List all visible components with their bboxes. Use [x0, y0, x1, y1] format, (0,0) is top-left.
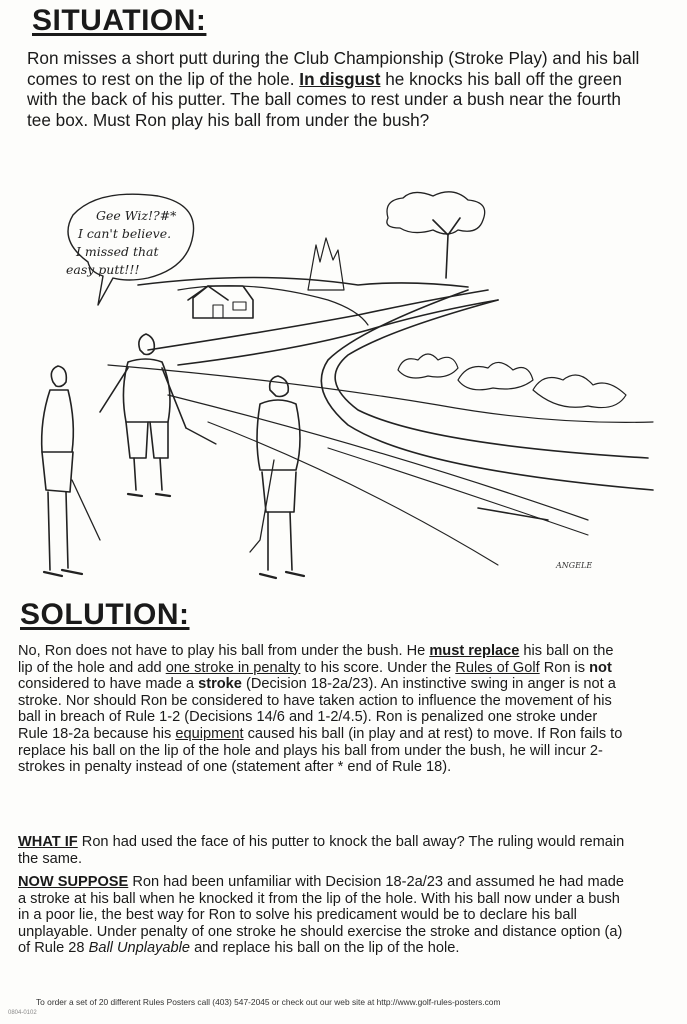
- sol-rules-of-golf: Rules of Golf: [455, 659, 540, 676]
- bubble-line-2: I can't believe.: [78, 226, 172, 241]
- now-suppose-text-b: and replace his ball on the lip of the hole.: [190, 940, 460, 957]
- what-if-text: Ron had used the face of his putter to knock the ball away? The ruling would remain the same.: [18, 834, 625, 867]
- sol-p1-s7: caused his ball (in play and at rest) to move. If Ron fails to replace his ball on the lip of the hole and plays his ball from under the bush, he will incur 2-strokes in penalty instead of one (statement after * end of Rule 18).: [18, 725, 623, 776]
- bubble-line-3: I missed that: [76, 244, 159, 259]
- situation-text-a: Ron misses a short putt during the Club Championship (Stroke Play) and his ball comes to rest on the lip of the hole.: [27, 48, 640, 89]
- footer-order-info: To order a set of 20 different Rules Posters call (403) 547-2045 or check out our web site at http://www.golf-rules-posters.com: [36, 997, 501, 1007]
- what-if-lead: WHAT IF: [18, 834, 78, 850]
- situation-emphasis: In disgust: [299, 68, 381, 89]
- solution-paragraph-3: [18, 874, 630, 957]
- sol-p1-s4: Ron is: [539, 659, 590, 676]
- now-suppose-text-a: Ron had been unfamiliar with Decision 18-2a/23 and assumed he had made a stroke at his ball when he knocked it from the lip of the hole. With his ball now under a bush in a poor lie, the best way for Ron to solve his predicament would be to declare his ball unplayable. Under penalty of one stroke he should exercise the stroke and distance option (a) of Rule 28: [18, 874, 624, 957]
- ball-unplayable-italic: Ball Unplayable: [88, 940, 191, 957]
- sol-not: not: [589, 659, 612, 676]
- sol-one-stroke: one stroke in penalty: [165, 659, 301, 676]
- solution-heading: SOLUTION:: [20, 598, 190, 631]
- bubble-line-1: Gee Wiz!?#*: [96, 208, 177, 223]
- sol-p1-s5: considered to have made a: [18, 676, 199, 693]
- situation-text: [27, 48, 642, 130]
- sol-must-replace: must replace: [429, 643, 520, 659]
- sol-stroke: stroke: [198, 676, 242, 693]
- situation-heading: SITUATION:: [32, 4, 207, 37]
- now-suppose-lead: NOW SUPPOSE: [18, 874, 129, 890]
- sol-p1-s6: (Decision 18-2a/23). An instinctive swing in anger is not a stroke. Nor should Ron be considered to have taken action to influence the movement of his ball in breach of Rule 1-2 (Decisions 14/6 and 1-2/4.5). Ron is penalized one stroke under Rule 18-2a because his: [18, 676, 616, 742]
- solution-paragraph-2: [18, 834, 630, 867]
- sol-equipment: equipment: [175, 725, 244, 742]
- situation-text-b: he knocks his ball off the green with the back of his putter. The ball comes to rest under a bush near the fourth tee box. Must Ron play his ball from under the bush?: [27, 68, 622, 130]
- sol-p1-s2: his ball on the lip of the hole and add: [18, 643, 614, 676]
- bubble-line-4: easy putt!!!: [66, 262, 140, 277]
- footer-code: 0804-0102: [8, 1010, 37, 1016]
- golf-illustration: [28, 190, 658, 590]
- sol-p1-s3: to his score. Under the: [300, 659, 456, 676]
- solution-paragraph-1: [18, 643, 630, 776]
- artist-signature: ANGELE: [556, 561, 593, 570]
- sol-p1-s1: No, Ron does not have to play his ball from under the bush. He: [18, 643, 430, 659]
